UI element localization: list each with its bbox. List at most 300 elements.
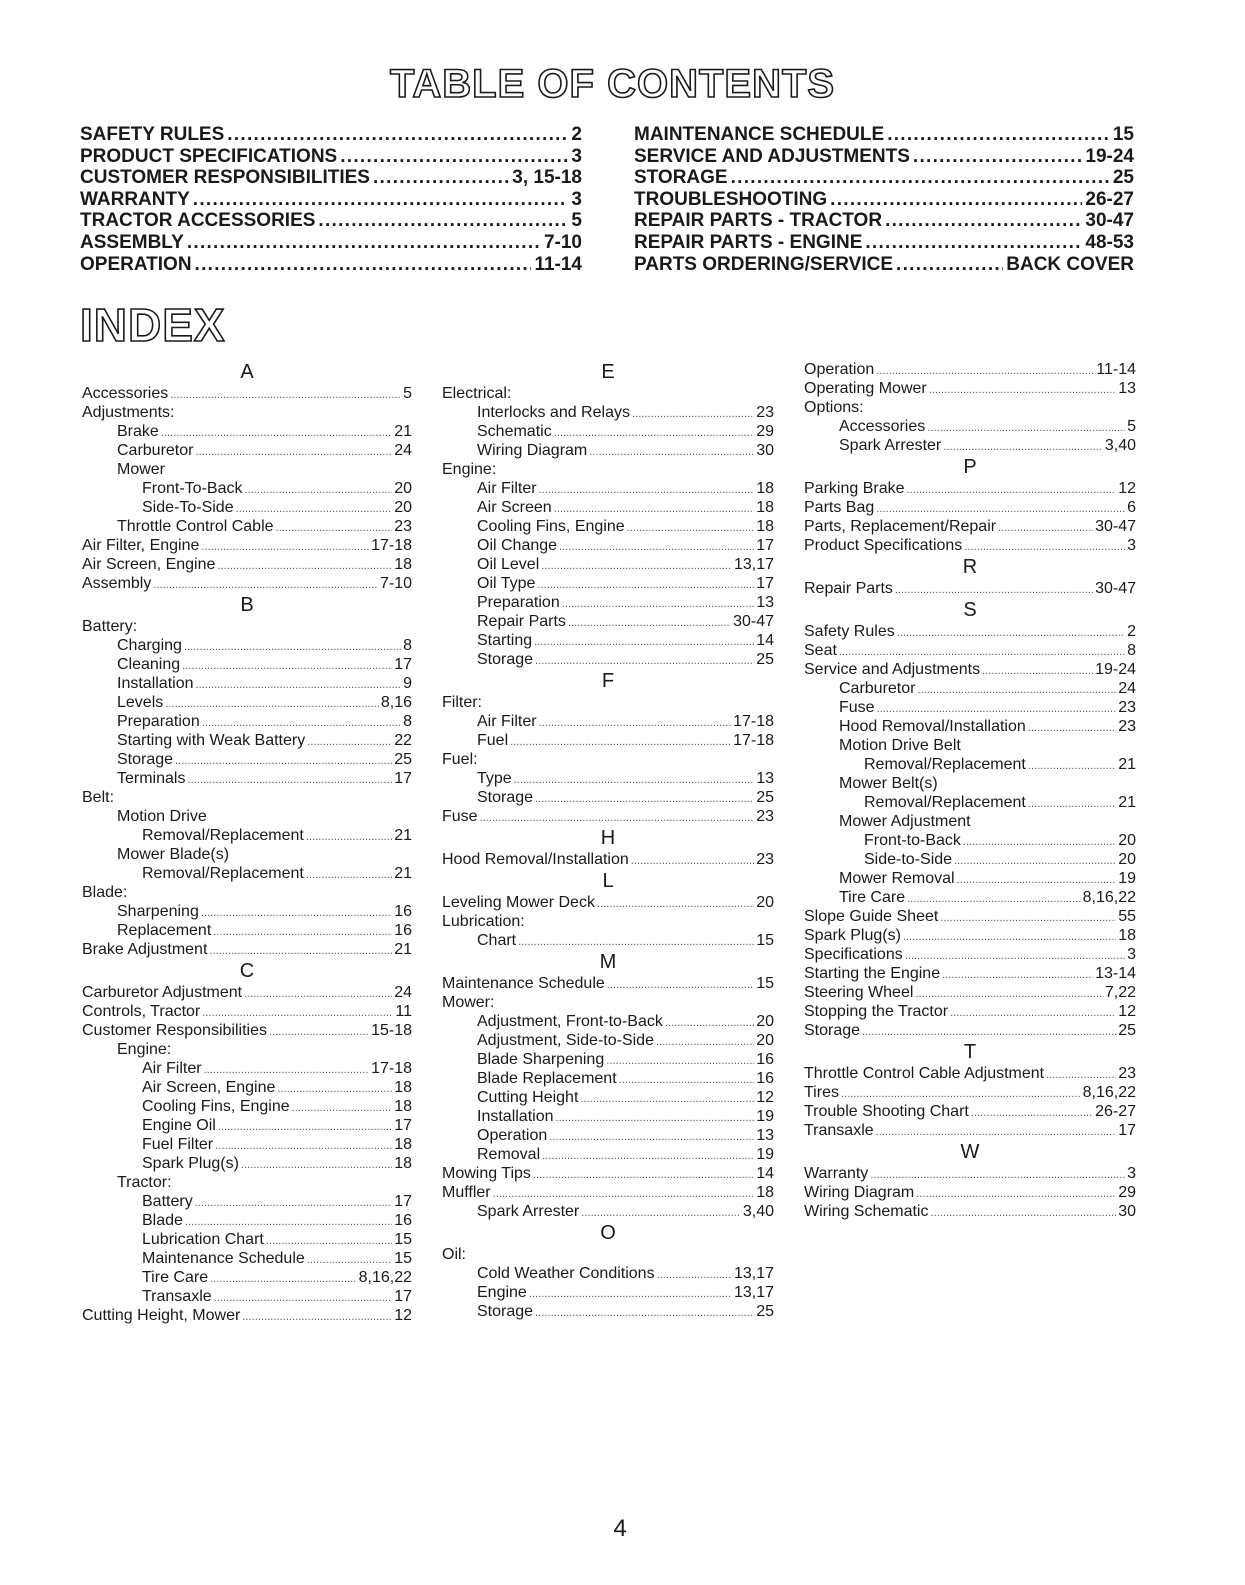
index-entry-label: Service and Adjustments [804,661,981,678]
index-entry [804,436,1136,455]
index-entry [442,807,774,826]
index-entry-label: Wiring Diagram [477,442,588,459]
index-entry-label: Air Filter, Engine [82,537,200,554]
index-leader-dots [954,850,1116,871]
index-entry-label: Mower Blade(s) [117,846,230,863]
index-leader-dots [862,1021,1116,1042]
index-entry-page: 19 [756,1146,774,1163]
toc-entry [80,167,582,189]
index-entry-label: Removal/Replacement [142,827,304,844]
index-entry-label: Stopping the Tractor [804,1003,949,1020]
index-entry-label: Installation [477,1108,554,1125]
toc-entry-label: SAFETY RULES [80,124,225,145]
index-entry-page: 8,16,22 [358,1269,412,1286]
index-entry [804,831,1136,850]
index-entry-page: 19-24 [1095,661,1136,678]
index-entry [82,1249,412,1268]
index-leader-dots [627,517,755,538]
index-entry [82,983,412,1002]
index-entry-label: Fuse [442,808,478,825]
index-leader-dots [839,641,1125,662]
index-leader-dots [554,498,755,519]
index-entry-page: 3,40 [742,1203,774,1220]
index-entry-page: 20 [394,480,412,497]
toc-entry-label: REPAIR PARTS - ENGINE [634,231,863,253]
index-entry [442,612,774,631]
index-entry-page: 17-18 [371,1060,412,1077]
index-leader-dots [510,731,731,752]
page-number: 4 [613,1515,627,1542]
index-leader-dots [657,1264,732,1285]
toc-entry [634,254,1134,276]
toc-leader-dots [731,167,1110,189]
index-entry-label: Slope Guide Sheet [804,908,939,925]
index-entry [804,417,1136,436]
index-entry-label: Air Filter [477,713,537,730]
index-entry-label: Trouble Shooting Chart [804,1103,969,1120]
index-entry-page: 21 [394,827,412,844]
toc-leader-dots [318,210,568,232]
toc-entry [80,189,582,211]
toc-entry-label: TRACTOR ACCESSORIES [80,210,316,232]
index-leader-dots [170,384,401,405]
toc-entry [634,210,1134,232]
toc-leader-dots [340,146,568,168]
index-entry-label: Storage [477,789,534,806]
toc-entry-label: STORAGE [634,167,728,189]
index-entry-label: Blade Replacement [477,1070,617,1087]
index-entry [442,498,774,517]
index-entry [442,750,774,769]
index-leader-dots [580,1088,754,1109]
index-entry-page: 16 [394,1212,412,1229]
index-leader-dots [542,1145,754,1166]
index-entry [804,907,1136,926]
index-entry-page: 7,22 [1104,984,1136,1001]
index-entry-page: 24 [1118,680,1136,697]
index-entry-page: 20 [756,1032,774,1049]
index-entry-label: Removal/Replacement [864,794,1026,811]
index-entry [442,1302,774,1321]
index-entry-label: Starting [477,632,533,649]
index-entry-label: Adjustment, Front-to-Back [477,1013,663,1030]
index-leader-dots [589,441,754,462]
index-entry-page: 15-18 [371,1022,412,1039]
index-entry-page: 5 [403,385,412,402]
index-leader-dots [209,940,392,961]
index-leader-dots [597,893,754,914]
index-entry [442,403,774,422]
index-entry [442,1088,774,1107]
index-entry-label: Filter: [442,694,482,711]
index-entry-page: 17 [756,575,774,592]
index-entry [82,1021,412,1040]
index-entry-page: 17-18 [733,713,774,730]
index-entry-label: Cold Weather Conditions [477,1265,655,1282]
index-entry-label: Spark Plug(s) [142,1155,239,1172]
index-entry-page: 23 [1118,718,1136,735]
index-entry-label: Air Screen [477,499,552,516]
index-entry [442,893,774,912]
index-entry [442,769,774,788]
index-leader-dots [581,1202,741,1223]
index-entry-label: Repair Parts [804,580,893,597]
index-entry [804,964,1136,983]
index-entry-page: 30-47 [733,613,774,630]
toc-leader-dots [227,124,568,146]
index-entry-label: Motion Drive [117,808,207,825]
index-entry-label: Removal/Replacement [142,865,304,882]
index-entry [82,1154,412,1173]
index-entry-label: Fuel [477,732,509,749]
index-entry [82,940,412,959]
index-entry [82,1040,412,1059]
toc-entry-label: CUSTOMER RESPONSIBILITIES [80,167,370,189]
index-entry-label: Terminals [117,770,186,787]
index-leader-dots [876,498,1125,519]
index-leader-dots [665,1012,754,1033]
index-entry-label: Mowing Tips [442,1165,531,1182]
toc-leader-dots [830,189,1082,211]
index-leader-dots [917,679,1116,700]
index-entry-label: Storage [477,1303,534,1320]
index-leader-dots [218,1116,392,1137]
index-leader-dots [1028,755,1116,776]
index-entry [442,536,774,555]
toc-entry-page: 5 [571,210,582,232]
index-entry [442,631,774,650]
index-leader-dots [549,1126,754,1147]
index-entry-label: Tire Care [142,1269,209,1286]
toc-entry-page: 30-47 [1085,210,1134,232]
toc-entry-page: 3, 15-18 [512,167,582,189]
toc-leader-dots [193,189,569,211]
index-entry [442,1245,774,1264]
toc-entry-page: BACK COVER [1006,253,1134,275]
index-entry [804,379,1136,398]
index-leader-dots [943,436,1103,457]
index-entry-label: Sharpening [117,903,199,920]
index-entry-page: 25 [756,1303,774,1320]
toc-entry [634,167,1134,189]
index-entry-label: Air Filter [477,480,537,497]
index-entry [442,1069,774,1088]
index-leader-dots [841,1083,1081,1104]
index-entry [442,479,774,498]
index-entry-label: Type [477,770,512,787]
index-entry-label: Cutting Height, Mower [82,1307,241,1324]
index-leader-dots [165,693,379,714]
index-entry [804,888,1136,907]
index-entry-label: Fuse [839,699,875,716]
index-entry-label: Brake [117,423,159,440]
index-entry-label: Transaxle [142,1288,212,1305]
index-entry [804,1064,1136,1083]
index-column-1 [82,360,412,1325]
index-leader-dots [631,850,754,871]
index-entry-label: Installation [117,675,194,692]
index-entry-page: 8 [403,637,412,654]
index-entry [82,845,412,864]
index-leader-dots [204,1059,370,1080]
index-leader-dots [185,1211,392,1232]
index-entry-page: 23 [756,808,774,825]
index-leader-dots [876,1121,1117,1142]
toc-entry-page: 3 [571,188,582,210]
index-leader-dots [927,417,1125,438]
index-leader-dots [307,1249,392,1270]
index-entry-label: Storage [477,651,534,668]
index-entry [82,403,412,422]
index-entry [442,1145,774,1164]
index-entry-page: 11-14 [1096,361,1136,378]
index-entry-page: 14 [756,632,774,649]
index-entry-label: Oil: [442,1246,466,1263]
index-section-letter: H [600,827,616,849]
toc-entry-page: 11-14 [534,253,582,275]
index-entry [82,1173,412,1192]
toc-entry [80,210,582,232]
index-entry [804,717,1136,736]
index-entry-page: 20 [756,1013,774,1030]
index-entry [82,750,412,769]
index-entry-label: Operation [477,1127,548,1144]
index-entry [804,622,1136,641]
index-entry-page: 16 [394,922,412,939]
index-column-2 [442,360,774,1321]
index-leader-dots [940,907,1116,928]
index-leader-dots [537,574,754,595]
index-entry [804,736,1136,755]
index-entry [804,641,1136,660]
index-leader-dots [916,1183,1116,1204]
index-entry-page: 30-47 [1095,518,1136,535]
index-entry-label: Hood Removal/Installation [442,851,629,868]
index-entry-page: 21 [1118,794,1136,811]
index-entry-page: 9 [403,675,412,692]
toc-entry-label: TROUBLESHOOTING [634,188,828,210]
index-entry [804,1083,1136,1102]
index-entry-label: Belt: [82,789,115,806]
index-leader-dots [562,593,754,614]
index-entry [82,636,412,655]
index-entry-page: 19 [756,1108,774,1125]
toc-entry-page: 2 [571,124,582,145]
toc-leader-dots [887,124,1110,146]
index-leader-dots [214,1287,393,1308]
index-column-3 [804,360,1136,1221]
index-leader-dots [493,1183,755,1204]
index-entry [804,1002,1136,1021]
index-entry-page: 24 [394,984,412,1001]
index-entry [82,769,412,788]
index-entry-page: 17 [1118,1122,1136,1139]
index-leader-dots [1028,793,1116,814]
index-leader-dots [915,983,1102,1004]
index-entry-label: Throttle Control Cable [117,518,274,535]
index-leader-dots [541,555,732,576]
index-entry-page: 17 [394,656,412,673]
index-section-letter: T [963,1041,977,1063]
index-leader-dots [950,1002,1116,1023]
toc-entry-page: 15 [1112,124,1134,145]
index-leader-dots [153,574,378,595]
index-entry [442,517,774,536]
index-leader-dots [964,536,1125,557]
index-entry-page: 13 [1118,380,1136,397]
toc-entry [634,232,1134,254]
index-entry-label: Mower Adjustment [839,813,971,830]
index-entry-page: 25 [1118,1022,1136,1039]
index-entry-label: Muffler [442,1184,491,1201]
toc-entry-page: 7-10 [543,231,582,253]
index-section-letter: A [240,361,254,383]
index-entry-label: Steering Wheel [804,984,914,1001]
toc-entry [634,146,1134,168]
index-entry [442,574,774,593]
index-entry-label: Controls, Tractor [82,1003,201,1020]
index-entry-page: 21 [394,941,412,958]
index-leader-dots [201,902,392,923]
index-entry-label: Wiring Schematic [804,1203,929,1220]
index-entry-page: 55 [1118,908,1136,925]
index-entry-page: 17-18 [371,537,412,554]
index-entry-label: Blade [142,1212,183,1229]
index-entry-page: 20 [394,499,412,516]
index-leader-dots [269,1021,369,1042]
toc-entry-page: 19-24 [1085,145,1134,167]
index-entry-label: Adjustment, Side-to-Side [477,1032,654,1049]
index-entry [82,498,412,517]
index-entry-page: 20 [756,894,774,911]
index-section-letter: B [240,594,254,616]
toc-entry-label: PARTS ORDERING/SERVICE [634,253,894,275]
index-entry [82,864,412,883]
index-entry-label: Assembly [82,575,152,592]
index-entry-label: Preparation [477,594,560,611]
index-entry-label: Adjustments: [82,404,175,421]
index-entry [82,788,412,807]
toc-entry-page: 3 [571,145,582,167]
index-leader-dots [554,422,755,443]
index-leader-dots [971,1102,1093,1123]
index-entry [442,1050,774,1069]
index-leader-dots [907,888,1081,909]
index-entry [442,993,774,1012]
index-entry-label: Tire Care [839,889,906,906]
index-leader-dots [182,655,392,676]
toc-entry [634,189,1134,211]
index-entry [804,983,1136,1002]
index-entry [82,536,412,555]
index-entry-page: 18 [756,499,774,516]
toc-entry [80,254,582,276]
index-entry-page: 25 [394,751,412,768]
index-entry-page: 3 [1127,537,1136,554]
index-leader-dots [533,1164,754,1185]
index-entry-page: 17 [394,770,412,787]
index-entry-label: Engine: [117,1041,172,1058]
index-entry [82,422,412,441]
index-entry-page: 14 [756,1165,774,1182]
index-entry [82,883,412,902]
index-entry [82,655,412,674]
index-entry [82,826,412,845]
toc-leader-dots [865,232,1082,254]
index-entry [804,698,1136,717]
index-entry-label: Battery [142,1193,193,1210]
index-leader-dots [217,555,392,576]
index-entry [442,850,774,869]
toc-title: TABLE OF CONTENTS [389,62,836,106]
index-leader-dots [292,1097,393,1118]
index-entry [804,755,1136,774]
index-entry-page: 15 [394,1250,412,1267]
index-entry-page: 30 [756,442,774,459]
toc-entry [80,146,582,168]
index-entry-label: Interlocks and Relays [477,404,630,421]
index-entry-page: 18 [756,480,774,497]
index-entry-label: Transaxle [804,1122,874,1139]
index-entry [82,574,412,593]
toc-leader-dots [373,167,509,189]
index-entry-page: 21 [394,865,412,882]
index-leader-dots [535,788,754,809]
index-entry [82,479,412,498]
index-entry [82,555,412,574]
index-entry-page: 12 [1118,1003,1136,1020]
index-entry-page: 12 [756,1089,774,1106]
index-entry [442,460,774,479]
index-entry-page: 7-10 [379,575,412,592]
index-entry [442,422,774,441]
index-entry-page: 15 [756,932,774,949]
index-leader-dots [266,1230,392,1251]
index-entry [82,1192,412,1211]
index-entry [804,774,1136,793]
index-entry [442,1126,774,1145]
index-entry [82,1002,412,1021]
index-leader-dots [929,379,1116,400]
index-leader-dots [241,1154,392,1175]
index-entry-page: 3 [1127,1165,1136,1182]
index-entry-page: 17 [394,1193,412,1210]
index-entry-label: Cooling Fins, Engine [142,1098,290,1115]
index-entry [804,1121,1136,1140]
index-entry-page: 23 [1118,699,1136,716]
index-leader-dots [535,1302,754,1323]
index-entry-label: Maintenance Schedule [142,1250,305,1267]
toc-entry-label: MAINTENANCE SCHEDULE [634,124,885,145]
index-section-letter: P [963,456,977,478]
toc-entry-page: 26-27 [1085,188,1134,210]
index-entry-label: Battery: [82,618,138,635]
index-entry-page: 20 [1118,832,1136,849]
toc-entry-label: OPERATION [80,253,192,275]
index-entry-label: Engine Oil [142,1117,216,1134]
index-leader-dots [529,1283,732,1304]
index-entry-label: Air Screen, Engine [82,556,216,573]
index-entry-page: 17 [756,537,774,554]
index-entry-page: 20 [1118,851,1136,868]
index-leader-dots [277,1078,392,1099]
index-entry-label: Oil Change [477,537,558,554]
index-entry [442,788,774,807]
index-entry-label: Storage [804,1022,861,1039]
index-leader-dots [244,983,392,1004]
toc-entry-page: 25 [1112,167,1134,189]
index-leader-dots [514,769,755,790]
